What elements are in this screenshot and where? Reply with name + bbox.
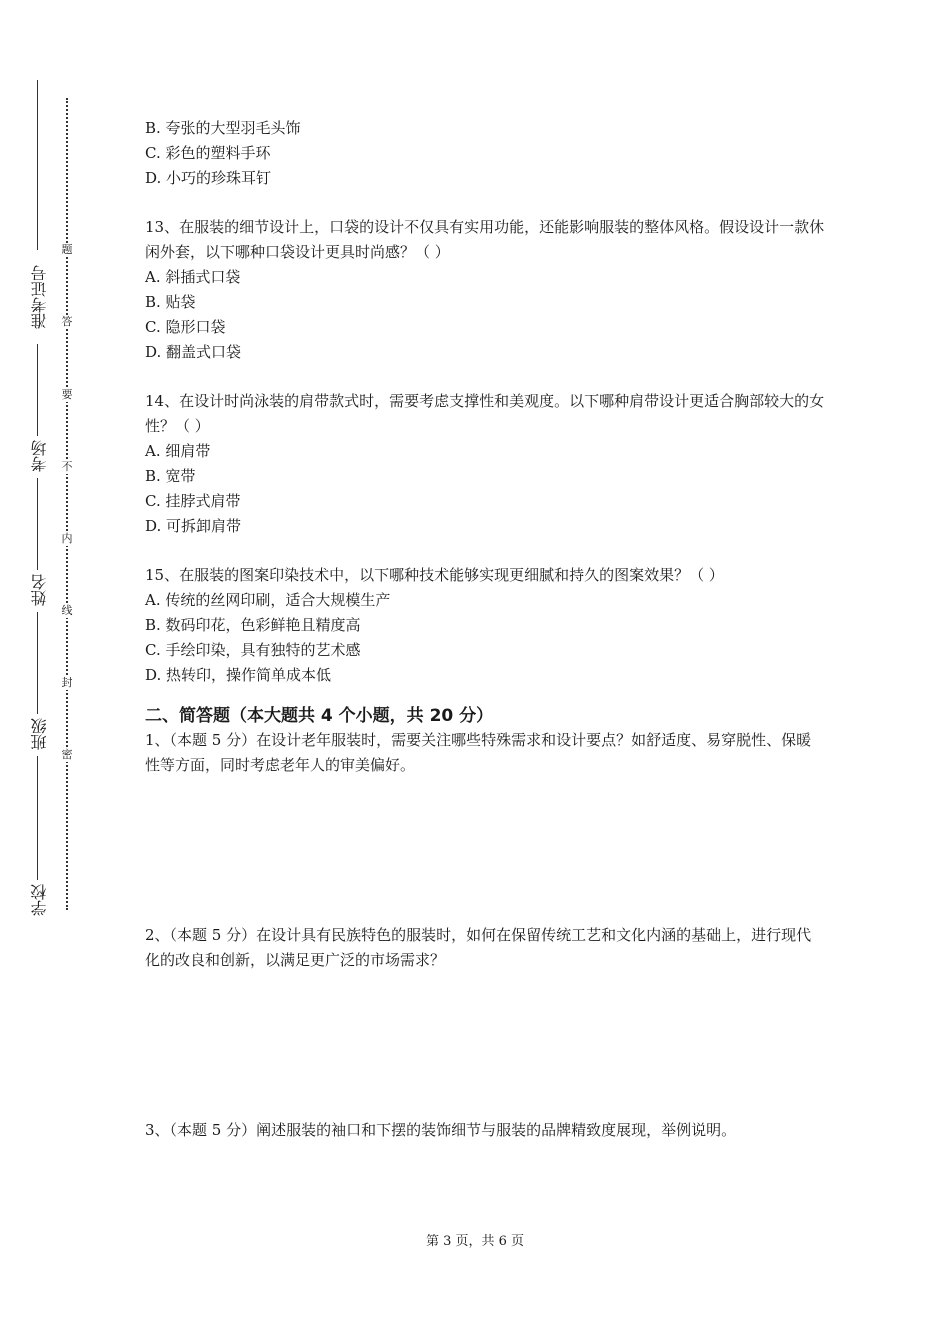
seal-char: 线 — [61, 604, 73, 617]
option: A. 细肩带 — [145, 442, 211, 460]
question-stem: 14、在设计时尚泳装的肩带款式时，需要考虑支撑性和美观度。以下哪种肩带设计更适合胸部较大的女性？（ ） — [145, 392, 825, 435]
option: B. 数码印花，色彩鲜艳且精度高 — [145, 616, 361, 634]
page-footer: 第 3 页，共 6 页 — [425, 1234, 525, 1249]
exam-number-label: 准考证号 — [30, 265, 49, 329]
exam-content — [145, 116, 825, 1143]
school-label: 学校 — [30, 884, 49, 916]
option: B. 夸张的大型羽毛头饰 — [145, 119, 301, 137]
question-stem: 13、在服装的细节设计上，口袋的设计不仅具有实用功能，还能影响服装的整体风格。假设设计一款休闲外套，以下哪种口袋设计更具时尚感？（ ） — [145, 218, 825, 261]
answer-space[interactable] — [145, 973, 825, 1118]
binding-margin — [20, 80, 60, 930]
option: D. 小巧的珍珠耳钉 — [145, 169, 272, 187]
seal-char: 要 — [61, 388, 73, 401]
question-stem: 15、在服装的图案印染技术中，以下哪种技术能够实现更细腻和持久的图案效果？（ ） — [145, 566, 724, 584]
exam-number-line — [37, 80, 38, 250]
option: C. 挂脖式肩带 — [145, 492, 241, 510]
question-13 — [145, 215, 825, 365]
seal-char: 题 — [61, 243, 73, 256]
option: C. 彩色的塑料手环 — [145, 144, 271, 162]
question-15 — [145, 563, 825, 688]
essay-question-1: 1、（本题 5 分）在设计老年服装时，需要关注哪些特殊需求和设计要点？如舒适度、易穿脱性、保暖性等方面，同时考虑老年人的审美偏好。 — [145, 731, 812, 774]
seal-char: 内 — [61, 532, 73, 545]
option: D. 热转印，操作简单成本低 — [145, 666, 332, 684]
question-12-options — [145, 116, 825, 191]
option: D. 可拆卸肩带 — [145, 517, 242, 535]
seal-char: 答 — [61, 315, 73, 328]
name-line — [37, 478, 38, 570]
option: B. 贴袋 — [145, 293, 196, 311]
option: A. 传统的丝网印刷，适合大规模生产 — [145, 591, 391, 609]
name-label: 姓名 — [30, 574, 49, 606]
class-label: 班级 — [30, 718, 49, 750]
exam-room-label: 考场 — [30, 440, 49, 472]
seal-char: 不 — [61, 460, 73, 473]
exam-room-line — [37, 344, 38, 436]
class-line — [37, 612, 38, 714]
essay-question-2: 2、（本题 5 分）在设计具有民族特色的服装时，如何在保留传统工艺和文化内涵的基础上，进行现代化的改良和创新，以满足更广泛的市场需求？ — [145, 926, 812, 969]
question-14 — [145, 389, 825, 539]
seal-dotted-line — [66, 98, 68, 910]
seal-char: 封 — [61, 676, 73, 689]
answer-space[interactable] — [145, 778, 825, 923]
option: C. 隐形口袋 — [145, 318, 226, 336]
seal-char: 密 — [61, 748, 73, 761]
school-line — [37, 756, 38, 880]
option: D. 翻盖式口袋 — [145, 343, 242, 361]
section-title: 二、简答题（本大题共 4 个小题，共 20 分） — [145, 706, 494, 726]
option: B. 宽带 — [145, 467, 196, 485]
option: C. 手绘印染，具有独特的艺术感 — [145, 641, 361, 659]
essay-question-3: 3、（本题 5 分）阐述服装的袖口和下摆的装饰细节与服装的品牌精致度展现，举例说明。 — [145, 1121, 737, 1139]
option: A. 斜插式口袋 — [145, 268, 241, 286]
